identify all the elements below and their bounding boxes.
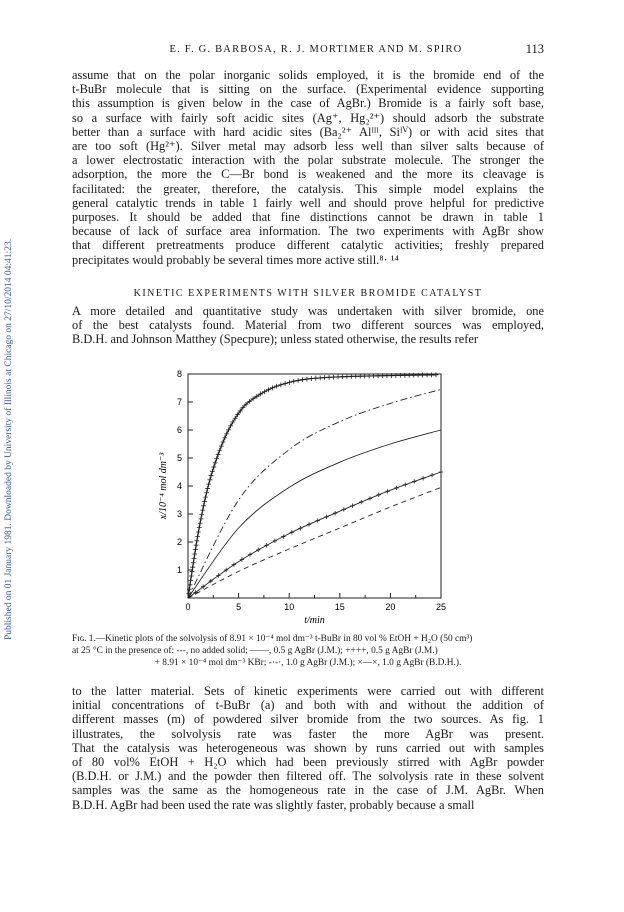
series-marker: [300, 377, 305, 382]
series-marker: [353, 374, 358, 379]
series-marker: [193, 547, 198, 552]
series-marker: [248, 552, 252, 556]
series-marker: [210, 469, 215, 474]
text-line: of 80 vol% EtOH + H₂O which had been previously stirred with AgBr powder: [72, 755, 544, 770]
series-marker: [304, 377, 309, 382]
series-marker: [195, 534, 200, 539]
series-marker: [291, 379, 296, 384]
section-heading: KINETIC EXPERIMENTS WITH SILVER BROMIDE CATALYST: [133, 288, 483, 299]
series-marker: [307, 522, 311, 526]
series-marker: [194, 538, 199, 543]
series-marker: [281, 534, 285, 538]
series-marker: [416, 373, 421, 378]
x-axis-label: t/min: [304, 615, 325, 626]
series-marker: [420, 373, 425, 378]
series-line-dashed: [188, 487, 441, 598]
series-marker: [256, 548, 260, 552]
series-marker: [207, 477, 212, 482]
series-marker: [322, 375, 327, 380]
series-marker: [211, 465, 216, 470]
series-marker: [206, 482, 211, 487]
series-marker: [240, 557, 244, 561]
text-line: because of lack of surface area information. The two experiments with AgBr show: [72, 224, 544, 239]
series-marker: [336, 374, 341, 379]
header-authors: E. F. G. BARBOSA, R. J. MORTIMER AND M. SPIRO: [169, 44, 463, 55]
text-line: of the best catalysts found. Material from two different sources was employed,: [72, 318, 544, 333]
x-tick-label: 10: [284, 602, 295, 612]
series-marker: [385, 489, 389, 493]
series-marker: [205, 486, 210, 491]
y-tick-label: 5: [176, 453, 182, 463]
series-marker: [190, 565, 195, 570]
x-tick-label: 0: [185, 602, 191, 612]
series-marker: [439, 470, 443, 474]
y-axis-label: x/10⁻⁴ mol dm⁻³: [158, 452, 169, 520]
text-line: so a surface with fairly soft acidic sites (Ag⁺, Hg₂²⁺) should adsorb the substrate: [72, 110, 544, 125]
series-marker: [394, 486, 398, 490]
text-line: this assumption is given below in the case of AgBr.) Bromide is a fairly soft base,: [72, 96, 544, 111]
series-marker: [331, 375, 336, 380]
series-marker: [344, 374, 349, 379]
series-marker: [324, 515, 328, 519]
series-marker: [429, 373, 434, 378]
series-marker: [203, 495, 208, 500]
text-line: different masses (m) of powdered silver bromide from the two sources. As fig. 1: [72, 712, 544, 727]
plot-frame: [188, 374, 441, 598]
text-line: are too soft (Hg²⁺). Silver metal may adsorb less well than silver salts because of: [72, 139, 544, 154]
series-marker: [421, 476, 425, 480]
series-marker: [200, 508, 205, 513]
series-marker: [198, 521, 203, 526]
series-marker: [333, 511, 337, 515]
paragraph-2: [72, 304, 544, 347]
series-marker: [199, 512, 204, 517]
series-marker: [192, 552, 197, 557]
series-marker: [217, 448, 222, 453]
series-marker: [219, 444, 224, 449]
text-line: initial concentrations of t-BuBr (a) and both with and without the addition of: [72, 698, 544, 713]
series-marker: [189, 574, 194, 579]
text-line: general catalytic trends in table 1 fairly well and should prove helpful for predictive: [72, 195, 544, 210]
series-marker: [349, 374, 354, 379]
x-tick-label: 25: [435, 602, 447, 612]
text-line: That the catalysis was heterogeneous was shown by runs carried out with samples: [72, 740, 544, 755]
caption-line: + 8.91 × 10⁻⁴ mol dm⁻³ KBr; -·-·, 1.0 g AgBr (J.M.); ×—×, 1.0 g AgBr (B.D.H.).: [154, 657, 462, 668]
paragraph-1: [72, 68, 544, 267]
series-marker: [196, 530, 201, 535]
y-tick-label: 2: [176, 537, 182, 547]
series-marker: [403, 482, 407, 486]
series-marker: [273, 539, 277, 543]
series-marker: [340, 374, 345, 379]
series-line-solid: [188, 430, 441, 598]
series-marker: [296, 378, 301, 383]
kinetic-plot: [130, 366, 460, 628]
caption-line: at 25 °C in the presence of: ---, no added solid; ——, 0.5 g AgBr (J.M.); ++++, 0.5 g AgBr (J.M.): [72, 645, 438, 656]
y-tick-label: 4: [176, 481, 182, 491]
text-line: to the latter material. Sets of kinetic experiments were carried out with different: [72, 684, 544, 698]
text-line: purposes. It should be added that fine distinctions cannot be drawn in table 1: [72, 210, 544, 225]
series-marker: [350, 504, 354, 508]
series-marker: [434, 372, 439, 377]
series-marker: [287, 380, 292, 385]
series-marker: [188, 578, 193, 583]
series-marker: [213, 460, 218, 465]
series-marker: [359, 500, 363, 504]
x-tick-label: 15: [334, 602, 345, 612]
series-marker: [221, 440, 226, 445]
y-tick-label: 6: [176, 425, 182, 435]
series-marker: [425, 373, 430, 378]
series-marker: [368, 496, 372, 500]
series-marker: [264, 543, 268, 547]
text-line: B.D.H. and Johnson Matthey (Specpure); unless stated otherwise, the results refer: [72, 332, 479, 347]
text-line: (B.D.H. or J.M.) and the powder then filtered off. The solvolysis rate in these solvent: [72, 769, 544, 784]
download-notice: Published on 01 January 1981. Downloaded by University of Illinois at Chicago on 27/10/2014 04:41:23.: [4, 238, 14, 640]
series-marker: [192, 556, 197, 561]
y-tick-label: 3: [176, 509, 182, 519]
y-tick-label: 1: [176, 565, 182, 575]
series-marker: [191, 560, 196, 565]
series-marker: [274, 384, 279, 389]
text-line: assume that on the polar inorganic solids employed, it is the bromide end of the: [72, 68, 544, 82]
series-marker: [412, 479, 416, 483]
y-tick-label: 7: [176, 397, 182, 407]
series-marker: [216, 452, 221, 457]
text-line: t-BuBr molecule that is sitting on the surface. (Experimental evidence supporting: [72, 82, 544, 97]
series-marker: [318, 375, 323, 380]
page-number: 113: [525, 42, 544, 56]
text-line: A more detailed and quantitative study was undertaken with silver bromide, one: [72, 304, 544, 318]
series-marker: [342, 507, 346, 511]
series-marker: [327, 375, 332, 380]
series-marker: [214, 456, 219, 461]
text-line: illustrates, the solvolysis rate was faster the more AgBr was present.: [72, 726, 544, 741]
x-tick-label: 20: [385, 602, 396, 612]
series-marker: [204, 490, 209, 495]
series-marker: [377, 493, 381, 497]
series-marker: [278, 382, 283, 387]
series-marker: [298, 526, 302, 530]
text-line: precipitates would probably be several times more active still.⁸· ¹⁴: [72, 252, 399, 267]
text-line: adsorption, the more the C—Br bond is weakened and the more its cleavage is: [72, 167, 544, 182]
x-tick-label: 5: [236, 602, 242, 612]
series-marker: [283, 381, 288, 386]
series-marker: [209, 473, 214, 478]
series-marker: [202, 499, 207, 504]
series-marker: [430, 473, 434, 477]
series-marker: [313, 376, 318, 381]
series-line-crosses: [188, 472, 441, 598]
y-tick-label: 8: [176, 369, 182, 379]
text-line: samples was the same as the homogeneous rate in the case of J.M. AgBr. When: [72, 783, 544, 798]
series-line-dash-dot: [188, 389, 441, 598]
text-line: B.D.H. AgBr had been used the rate was slightly faster, probably because a small: [72, 797, 475, 812]
paragraph-3: [72, 684, 544, 812]
series-marker: [309, 376, 314, 381]
caption-line: Fɪɢ. 1.—Kinetic plots of the solvolysis of 8.91 × 10⁻⁴ mol dm⁻³ t-BuBr in 80 vol % EtOH + H₂O (50 cm³): [72, 634, 473, 644]
series-marker: [197, 525, 202, 530]
series-marker: [194, 543, 199, 548]
text-line: better than a surface with hard acidic sites (Ba₂²⁺ Alᴵᴵᴵ, Siᴵⱽ) or with acid sites that: [72, 124, 544, 139]
text-line: facilitated: the greater, therefore, the catalysis. This simple model explains the: [72, 181, 544, 196]
series-line-heavy-crosses: [188, 375, 436, 598]
series-marker: [315, 518, 319, 522]
series-marker: [201, 503, 206, 508]
text-line: a lower electrostatic interaction with the polar substrate molecule. The stronger the: [72, 153, 544, 168]
text-line: that different pretreatments produce different catalytic activities; freshly prepared: [72, 238, 544, 253]
series-marker: [290, 530, 294, 534]
figure-caption: [72, 634, 544, 669]
series-marker: [199, 516, 204, 521]
running-header: [88, 44, 544, 60]
